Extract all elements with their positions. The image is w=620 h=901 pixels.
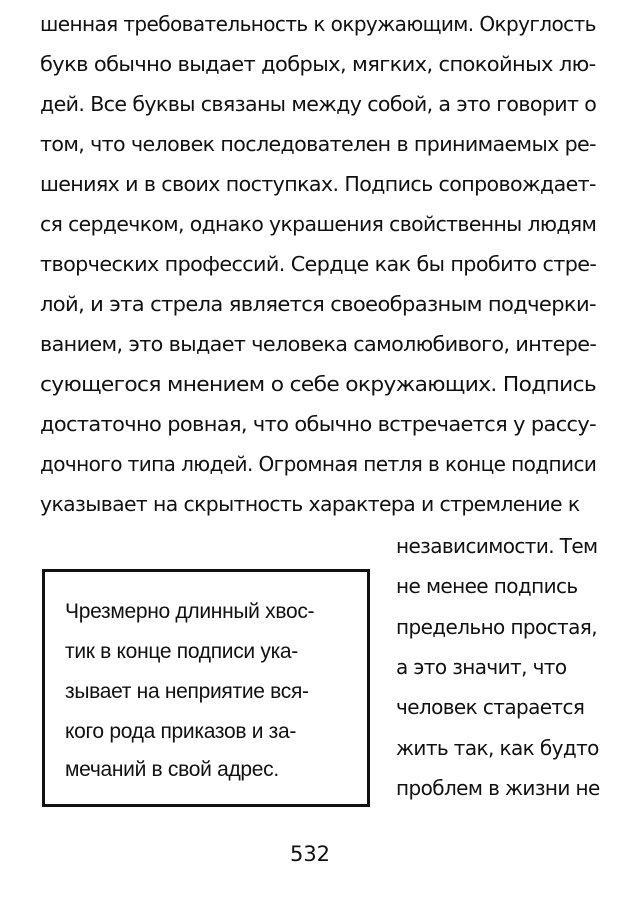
main-text-line: творческих профессий. Сердце как бы пробито стре- <box>40 252 597 276</box>
main-text-line: сующегося мнением о себе окружающих. Подпись <box>40 372 597 396</box>
main-text-line: шенная требовательность к окружающим. Округлость <box>40 12 596 36</box>
main-text-line: лой, и эта стрела является своеобразным подчерки- <box>40 292 596 316</box>
note-line: Чрезмерно длинный хвос- <box>65 600 315 623</box>
side-text-line: независимости. Тем <box>396 534 598 558</box>
main-text-line: том, что человек последователен в принимаемых ре- <box>40 132 596 156</box>
main-text-line: букв обычно выдает добрых, мягких, спокойных лю- <box>40 52 596 76</box>
main-text-line: дочного типа людей. Огромная петля в конце подписи <box>40 452 597 476</box>
note-line: мечаний в свой адрес. <box>65 758 279 781</box>
main-text-line: ся сердечком, однако украшения свойственны людям <box>40 212 597 236</box>
main-text-line: шениях и в своих поступках. Подпись сопровождает- <box>40 172 596 196</box>
sidebar-note-box <box>42 569 370 807</box>
side-text-line: не менее подпись <box>396 574 578 598</box>
main-text-line: достаточно ровная, что обычно встречается у рассу- <box>40 412 597 436</box>
note-line: тик в конце подписи ука- <box>65 640 298 663</box>
side-text-line: проблем в жизни не <box>396 776 600 800</box>
side-text-line: человек старается <box>396 695 585 719</box>
side-text-line: предельно простая, <box>396 615 597 639</box>
note-line: зывает на неприятие вся- <box>65 680 309 703</box>
side-text-line: жить так, как будто <box>396 736 599 760</box>
note-line: кого рода приказов и за- <box>65 720 297 743</box>
page-number: 532 <box>289 842 331 866</box>
main-text-line: указывает на скрытность характера и стремление к <box>40 492 580 516</box>
main-text-line: дей. Все буквы связаны между собой, а это говорит о <box>40 92 597 116</box>
side-text-line: а это значит, что <box>396 655 567 679</box>
main-text-line: ванием, это выдает человека самолюбивого, интере- <box>40 332 597 356</box>
